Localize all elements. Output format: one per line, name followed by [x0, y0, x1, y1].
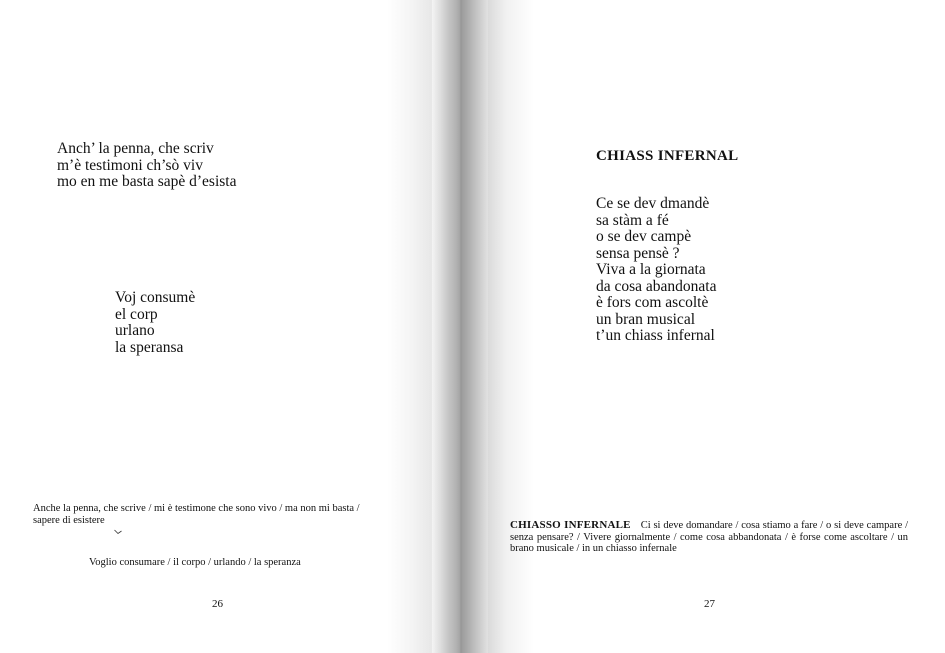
poem-line: un bran musical [596, 310, 696, 328]
translation-stanza-1 [33, 503, 360, 526]
poem-line: o se dev campè [596, 228, 692, 245]
poem-stanza-2 [115, 290, 195, 356]
pen-mark-icon [114, 529, 122, 535]
translation-stanza-2: Voglio consumare / il corpo / urlando / la speranza [89, 557, 301, 568]
poem-line: Viva a la giornata [596, 261, 706, 278]
poem-title: CHIASS INFERNAL [596, 148, 739, 164]
translation-line: Anche la penna, che scrive / mi è testimone che sono vivo / ma non mi basta / [33, 503, 360, 514]
poem-line: Anch’ la penna, che scriv [57, 140, 214, 157]
translation-line: sapere di esistere [33, 514, 105, 526]
translation-text: Ci si deve domandare / cosa stiamo a fare / o si deve campare / senza pensare? / Vivere giornalmente / come cosa abbandonata / è forse come ascoltare / un brano musicale / in un chiasso infernale [510, 520, 909, 554]
poem-line: t’un chiass infernal [596, 327, 715, 344]
right-page [488, 0, 945, 653]
poem-stanza-1 [57, 141, 236, 191]
poem-line: mo en me basta sapè d’esista [57, 173, 237, 190]
poem-line: m’è testimoni ch’sò viv [57, 156, 203, 174]
poem-line: sa stàm a fé [596, 211, 669, 229]
poem-line: el corp [115, 305, 158, 323]
poem-line: Ce se dev dmandè [596, 195, 710, 212]
poem-line: urlano [115, 322, 155, 339]
poem-line: sensa pensè ? [596, 244, 680, 262]
left-page [0, 0, 440, 653]
poem-line: è fors com ascoltè [596, 294, 709, 311]
book-gutter [432, 0, 492, 653]
poem-line: la speransa [115, 338, 184, 356]
poem-line: Voj consumè [115, 289, 196, 306]
translation-title: CHIASSO INFERNALE [510, 519, 631, 531]
page-number-right: 27 [704, 598, 715, 610]
poem-stanza [596, 196, 717, 345]
page-number-left: 26 [212, 598, 223, 610]
translation-paragraph [510, 520, 908, 555]
poem-line: da cosa abandonata [596, 277, 717, 295]
